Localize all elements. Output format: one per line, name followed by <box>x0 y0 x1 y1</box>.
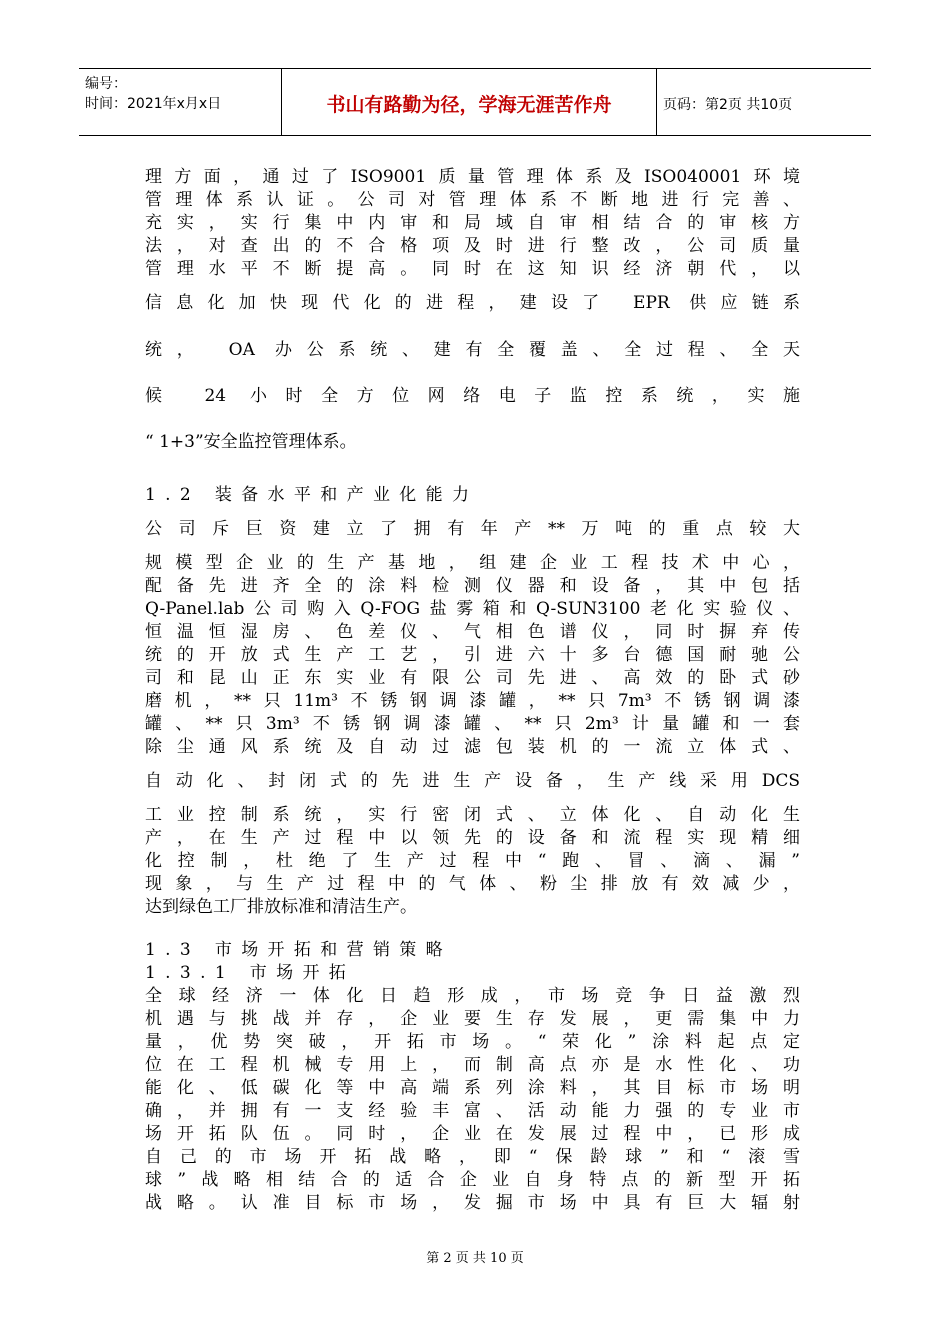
page-header <box>79 68 871 136</box>
body-line: 管理体系认证。公司对管理体系不断地进行完善、 <box>145 190 800 210</box>
body-line: 达到绿色工厂排放标准和清洁生产。 <box>145 897 417 917</box>
body-line: 量，优势突破，开拓市场。“荣化”涂料起点定 <box>145 1032 800 1052</box>
page-footer: 第 2 页 共 10 页 <box>426 1251 524 1266</box>
body-line: 产，在生产过程中以领先的设备和流程实现精细 <box>145 828 800 848</box>
section-heading-1-2: 1.2 装备水平和产业化能力 <box>145 485 479 505</box>
body-line: 规模型企业的生产基地，组建企业工程技术中心， <box>145 553 800 573</box>
body-line: 自动化、封闭式的先进生产设备，生产线采用DCS <box>145 771 800 791</box>
body-line: 自己的市场开拓战略，即“保龄球”和“滚雪 <box>145 1147 800 1167</box>
header-page-code: 页码：第2页 共10页 <box>663 97 793 113</box>
body-line: 统的开放式生产工艺，引进六十多台德国耐驰公 <box>145 645 800 665</box>
body-line: 现象，与生产过程中的气体、粉尘排放有效减少， <box>145 874 800 894</box>
document-number-label: 编号： <box>85 76 127 92</box>
body-line: 理方面，通过了ISO9001质量管理体系及ISO040001环境 <box>145 167 800 187</box>
body-line: 磨机，**只11m³不锈钢调漆罐，**只7m³不锈钢调漆 <box>145 691 800 711</box>
body-line: 位在工程机械专用上，而制高点亦是水性化、功 <box>145 1055 800 1075</box>
body-line: 能化、低碳化等中高端系列涂料，其目标市场明 <box>145 1078 800 1098</box>
body-line: 法，对查出的不合格项及时进行整改，公司质量 <box>145 236 800 256</box>
body-line: 候 24 小时全方位网络电子监控系统，实施 <box>145 386 800 406</box>
header-meta-cell <box>79 69 282 135</box>
document-time-label: 时间：2021年x月x日 <box>85 96 222 112</box>
body-line: 公司斥巨资建立了拥有年产**万吨的重点较大 <box>145 519 800 539</box>
body-line: 司和昆山正东实业有限公司先进、高效的卧式砂 <box>145 668 800 688</box>
body-line: 战略。认准目标市场，发掘市场中具有巨大辐射 <box>145 1193 800 1213</box>
body-line: 配备先进齐全的涂料检测仪器和设备，其中包括 <box>145 576 800 596</box>
body-line: 统， OA 办公系统、建有全覆盖、全过程、全天 <box>145 340 800 360</box>
header-motto: 书山有路勤为径，学海无涯苦作舟 <box>326 94 612 116</box>
body-line: 全球经济一体化日趋形成，市场竞争日益激烈 <box>145 986 800 1006</box>
body-line: “ 1+3”安全监控管理体系。 <box>145 432 357 452</box>
body-line: 管理水平不断提高。同时在这知识经济朝代，以 <box>145 259 800 279</box>
body-line: 机遇与挑战并存，企业要生存发展，更需集中力 <box>145 1009 800 1029</box>
body-line: 信息化加快现代化的进程，建设了 EPR 供应链系 <box>145 293 800 313</box>
body-line: 球”战略相结合的适合企业自身特点的新型开拓 <box>145 1170 800 1190</box>
body-line: 罐、**只3m³不锈钢调漆罐、**只2m³计量罐和一套 <box>145 714 800 734</box>
header-motto-cell <box>282 69 657 135</box>
body-line: 工业控制系统，实行密闭式、立体化、自动化生 <box>145 805 800 825</box>
body-line: 除尘通风系统及自动过滤包装机的一流立体式、 <box>145 737 800 757</box>
section-heading-1-3-1: 1.3.1 市场开拓 <box>145 963 356 983</box>
body-line: 充实，实行集中内审和局域自审相结合的审核方 <box>145 213 800 233</box>
body-line: 场开拓队伍。同时，企业在发展过程中，已形成 <box>145 1124 800 1144</box>
body-line: 化控制，杜绝了生产过程中“跑、冒、滴、漏” <box>145 851 800 871</box>
section-heading-1-3: 1.3 市场开拓和营销策略 <box>145 940 452 960</box>
body-line: Q-Panel.lab公司购入Q-FOG盐雾箱和Q-SUN3100老化实验仪、 <box>145 599 800 619</box>
body-line: 恒温恒湿房、色差仪、气相色谱仪，同时摒弃传 <box>145 622 800 642</box>
body-line: 确，并拥有一支经验丰富、活动能力强的专业市 <box>145 1101 800 1121</box>
header-page-cell <box>657 69 871 135</box>
